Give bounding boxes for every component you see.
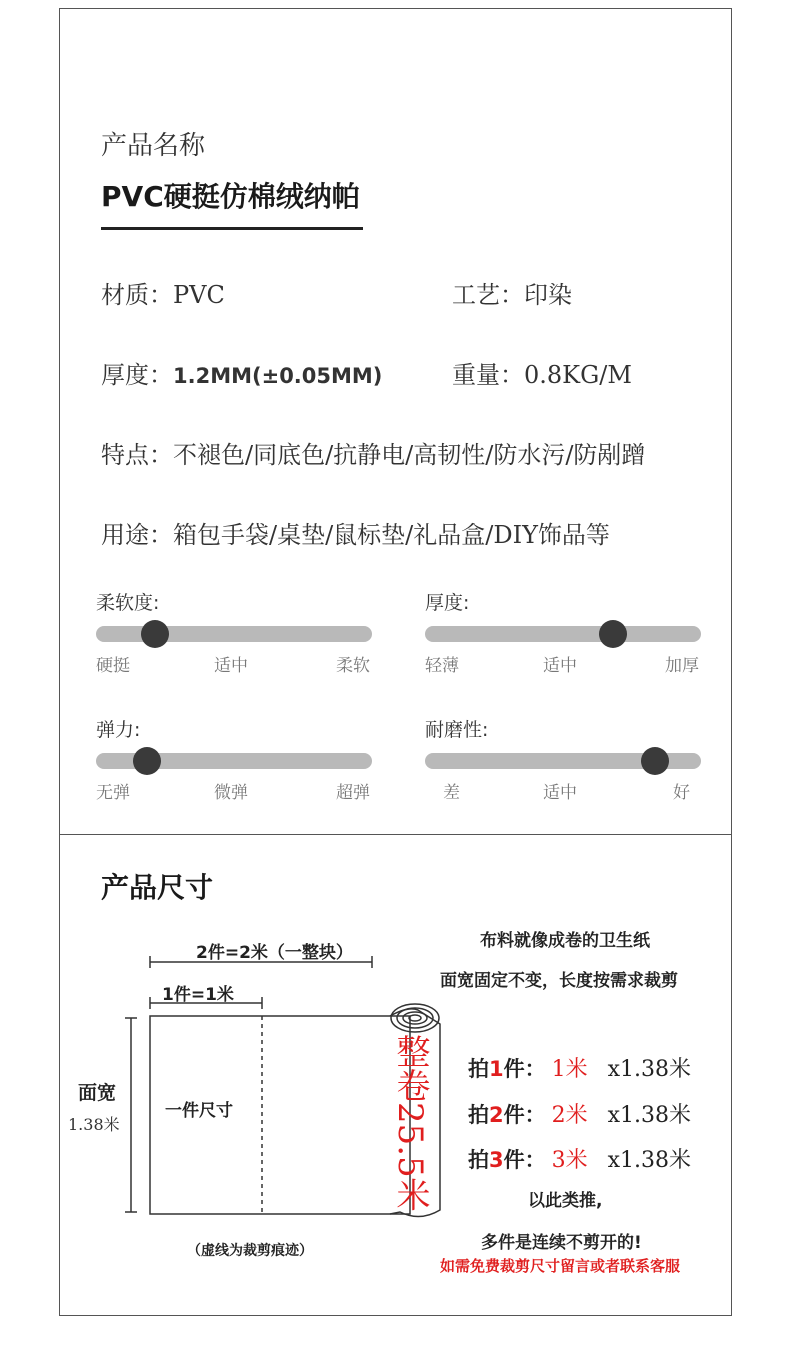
price-row-3 (468, 1143, 691, 1174)
info-line-2: 面宽固定不变，长度按需求裁剪 (440, 971, 678, 991)
product-name-label: 产品名称 (101, 131, 206, 161)
price-row-1-num: 1 (489, 1057, 504, 1081)
spec-usage-value: 箱包手袋/桌垫/鼠标垫/礼品盒/DIY饰品等 (173, 521, 610, 549)
price-row-2-pre: 拍 (468, 1103, 489, 1127)
dashed-note: （虚线为裁剪痕迹） (187, 1243, 313, 1259)
price-row-3-num: 3 (489, 1148, 504, 1172)
price-row-1-pre: 拍 (468, 1057, 489, 1081)
two-pieces-label: 2件=2米（一整块） (196, 943, 353, 963)
spec-features-label: 特点： (101, 441, 173, 469)
spec-features-value: 不褪色/同底色/抗静电/高韧性/防水污/防剐蹭 (173, 441, 646, 469)
one-piece-label: 1件=1米 (162, 985, 234, 1005)
price-row-1-width: x1.38米 (607, 1057, 692, 1082)
price-row-2-num: 2 (489, 1103, 504, 1127)
slider-thickness-tick-min: 轻薄 (425, 656, 459, 676)
slider-softness-tick-mid: 适中 (214, 656, 248, 676)
info-etc: 以此类推, (528, 1191, 603, 1211)
spec-thickness-value: 1.2MM(±0.05MM) (173, 364, 383, 388)
spec-weight-label: 重量： (452, 361, 524, 389)
slider-thickness-label: 厚度: (425, 592, 470, 614)
slider-elasticity-tick-min: 无弹 (96, 783, 130, 803)
price-row-2-length: 2米 (551, 1103, 588, 1128)
slider-durability-label: 耐磨性: (425, 719, 489, 741)
roll-ring-4 (409, 1015, 421, 1021)
roll-text: 整卷25.5米 (390, 1034, 430, 1212)
price-row-1-post: 件： (503, 1057, 546, 1081)
slider-softness-tick-max: 柔软 (336, 656, 370, 676)
price-row-3-post: 件： (503, 1148, 546, 1172)
slider-durability-tick-max: 好 (673, 783, 690, 803)
slider-elasticity-label: 弹力: (96, 719, 141, 741)
spec-craft-label: 工艺： (452, 281, 524, 309)
width-dimension (125, 1018, 137, 1212)
spec-craft-value: 印染 (524, 281, 572, 309)
width-value: 1.38米 (68, 1115, 120, 1134)
promo-text: 如需免费裁剪尺寸留言或者联系客服 (440, 1257, 681, 1275)
price-row-3-width: x1.38米 (607, 1148, 692, 1173)
slider-thickness-tick-max: 加厚 (665, 656, 699, 676)
slider-softness-tick-min: 硬挺 (96, 656, 130, 676)
info-line-1: 布料就像成卷的卫生纸 (480, 931, 650, 951)
slider-durability-tick-mid: 适中 (543, 783, 577, 803)
width-label: 面宽 (78, 1082, 117, 1104)
info-continuous: 多件是连续不剪开的! (481, 1233, 642, 1253)
slider-durability-tick-min: 差 (443, 783, 460, 803)
price-row-3-length: 3米 (551, 1148, 588, 1173)
spec-material-label: 材质： (101, 281, 173, 309)
slider-thickness-tick-mid: 适中 (543, 656, 577, 676)
price-row-2 (468, 1098, 691, 1129)
spec-thickness-label: 厚度： (101, 361, 173, 389)
slider-softness-label: 柔软度: (96, 592, 160, 614)
slider-elasticity-tick-max: 超弹 (336, 783, 370, 803)
product-name: PVC硬挺仿棉绒纳帕 (101, 180, 360, 213)
price-row-1-length: 1米 (551, 1057, 588, 1082)
slider-elasticity-tick-mid: 微弹 (214, 783, 248, 803)
price-row-1 (468, 1052, 691, 1083)
spec-usage-label: 用途： (101, 521, 173, 549)
size-title: 产品尺寸 (101, 871, 214, 904)
price-row-2-post: 件： (503, 1103, 546, 1127)
price-row-3-pre: 拍 (468, 1148, 489, 1172)
spec-material-value: PVC (173, 281, 225, 309)
spec-weight-value: 0.8KG/M (524, 361, 632, 389)
price-row-2-width: x1.38米 (607, 1103, 692, 1128)
piece-size-label: 一件尺寸 (165, 1101, 233, 1121)
